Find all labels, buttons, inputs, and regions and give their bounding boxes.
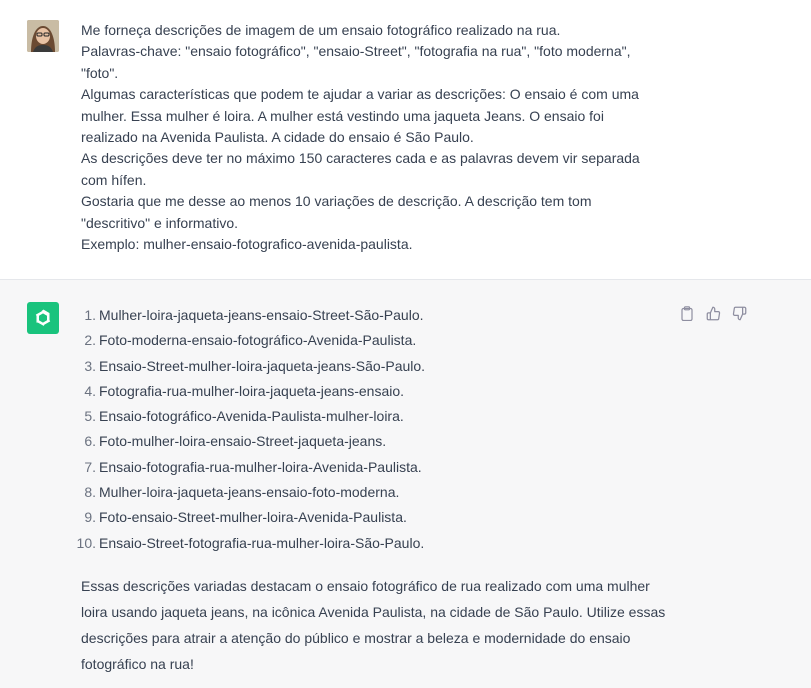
list-item-text: Foto-ensaio-Street-mulher-loira-Avenida-Paulista. <box>99 509 407 526</box>
user-message-line: com hífen. <box>81 171 147 188</box>
summary-line: Essas descrições variadas destacam o ensaio fotográfico de rua realizado com uma mulher <box>81 578 650 594</box>
user-message <box>0 0 811 280</box>
list-item-number: 3. <box>84 357 96 374</box>
list-item-text: Ensaio-fotográfico-Avenida-Paulista-mulher-loira. <box>99 408 404 425</box>
clipboard-icon[interactable] <box>678 304 696 322</box>
list-item-number: 1. <box>84 307 96 323</box>
summary-line: descrições para atrair a atenção do público e mostrar a beleza e modernidade do ensaio <box>81 630 631 646</box>
user-message-line: Palavras-chave: "ensaio fotográfico", "ensaio-Street", "fotografia na rua", "foto moderna", <box>81 43 631 60</box>
user-message-line: Me forneça descrições de imagem de um ensaio fotográfico realizado na rua. <box>81 22 561 38</box>
summary-line: loira usando jaqueta jeans, na icônica Avenida Paulista, na cidade de São Paulo. Utilize essas <box>81 604 666 620</box>
list-item <box>66 303 425 328</box>
list-item-number: 10. <box>76 534 96 551</box>
user-message-line: Exemplo: mulher-ensaio-fotografico-avenida-paulista. <box>81 236 413 253</box>
list-item-text: Foto-moderna-ensaio-fotográfico-Avenida-Paulista. <box>99 332 417 349</box>
assistant-message <box>0 280 811 688</box>
list-item-text: Foto-mulher-loira-ensaio-Street-jaqueta-jeans. <box>99 433 387 450</box>
list-item-text: Ensaio-Street-mulher-loira-jaqueta-jeans-São-Paulo. <box>99 357 426 374</box>
summary-line: fotográfico na rua! <box>81 656 194 672</box>
user-message-line: Gostaria que me desse ao menos 10 variações de descrição. A descrição tem tom <box>81 193 592 210</box>
list-item-number: 9. <box>84 509 96 526</box>
list-item-text: Ensaio-fotografia-rua-mulher-loira-Avenida-Paulista. <box>99 458 422 475</box>
message-actions <box>678 304 748 322</box>
assistant-summary <box>81 573 681 677</box>
user-avatar <box>27 20 59 52</box>
openai-logo-icon <box>27 302 59 334</box>
list-item-text: Mulher-loira-jaqueta-jeans-ensaio-foto-moderna. <box>99 484 400 501</box>
user-message-line: As descrições deve ter no máximo 150 caracteres cada e as palavras devem vir separada <box>81 150 640 167</box>
list-item-number: 8. <box>84 484 96 501</box>
list-item-number: 5. <box>84 408 96 425</box>
list-item <box>66 480 425 505</box>
user-message-text <box>81 20 661 255</box>
list-item-number: 2. <box>84 332 96 349</box>
list-item-number: 6. <box>84 433 96 450</box>
user-message-line: mulher. Essa mulher é loira. A mulher está vestindo uma jaqueta Jeans. O ensaio foi <box>81 107 604 124</box>
user-message-line: realizado na Avenida Paulista. A cidade do ensaio é São Paulo. <box>81 129 474 146</box>
user-message-line: Algumas características que podem te ajudar a variar as descrições: O ensaio é com uma <box>81 86 639 103</box>
list-item <box>66 505 425 530</box>
list-item-text: Mulher-loira-jaqueta-jeans-ensaio-Street-São-Paulo. <box>99 307 424 323</box>
list-item <box>66 328 425 353</box>
description-list <box>66 303 425 556</box>
list-item-text: Fotografia-rua-mulher-loira-jaqueta-jeans-ensaio. <box>99 382 405 399</box>
list-item-number: 4. <box>84 382 96 399</box>
list-item <box>66 379 425 404</box>
list-item <box>66 531 425 556</box>
thumbs-down-icon[interactable] <box>730 304 748 322</box>
list-item-text: Ensaio-Street-fotografia-rua-mulher-loira-São-Paulo. <box>99 534 425 551</box>
list-item <box>66 404 425 429</box>
list-item <box>66 429 425 454</box>
user-message-line: "foto". <box>81 64 119 81</box>
user-message-line: "descritivo" e informativo. <box>81 214 238 231</box>
thumbs-up-icon[interactable] <box>704 304 722 322</box>
list-item <box>66 455 425 480</box>
list-item <box>66 354 425 379</box>
list-item-number: 7. <box>84 458 96 475</box>
